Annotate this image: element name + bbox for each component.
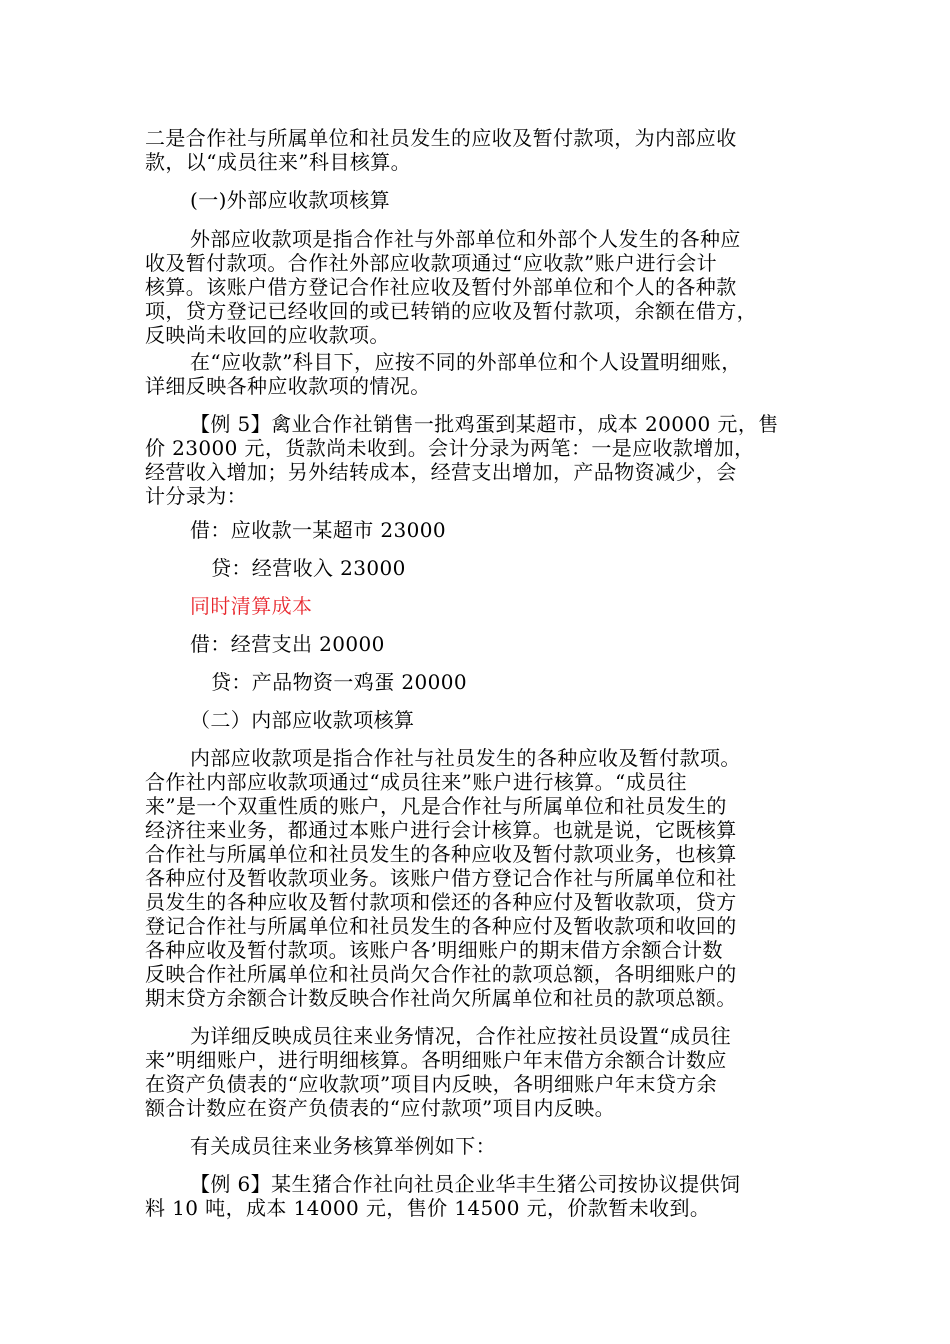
text-line: 二是合作社与所属单位和社员发生的应收及暂付款项，为内部应收 bbox=[145, 126, 737, 150]
journal-entry-debit: 借：应收款一某超市 23000 bbox=[190, 518, 446, 542]
text-line: 额合计数应在资产负债表的“应付款项”项目内反映。 bbox=[145, 1096, 616, 1120]
highlight-note: 同时清算成本 bbox=[190, 594, 313, 618]
text-line: 期末贷方余额合计数反映合作社尚欠所属单位和社员的款项总额。 bbox=[145, 986, 737, 1010]
text-line: 经济往来业务，都通过本账户进行会计核算。也就是说，它既核算 bbox=[145, 818, 737, 842]
text-line: 各种应收及暂付款项。该账户各’明细账户的期末借方余额合计数 bbox=[145, 938, 723, 962]
journal-entry-credit: 贷：产品物资一鸡蛋 20000 bbox=[211, 670, 467, 694]
section-heading: （二）内部应收款项核算 bbox=[190, 708, 415, 732]
text-line: 款，以“成员往来”科目核算。 bbox=[145, 150, 412, 174]
text-line: 各种应付及暂收款项业务。该账户借方登记合作社与所属单位和社 bbox=[145, 866, 737, 890]
text-line: 员发生的各种应收及暂付款项和偿还的各种应付及暂收款项，贷方 bbox=[145, 890, 737, 914]
text-line: 在“应收款”科目下，应按不同的外部单位和个人设置明细账， bbox=[190, 350, 742, 374]
text-line: 核算。该账户借方登记合作社应收及暂付外部单位和个人的各种款 bbox=[145, 275, 737, 299]
text-line: 经营收入增加；另外结转成本，经营支出增加，产品物资减少，会 bbox=[145, 460, 737, 484]
text-line: 合作社内部应收款项通过“成员往来”账户进行核算。“成员往 bbox=[145, 770, 687, 794]
section-heading: (一)外部应收款项核算 bbox=[190, 188, 391, 212]
text-line: 登记合作社与所属单位和社员发生的各种应付及暂收款项和收回的 bbox=[145, 914, 737, 938]
text-line: 来”明细账户，进行明细核算。各明细账户年末借方余额合计数应 bbox=[145, 1048, 727, 1072]
example-line: 【例 5】禽业合作社销售一批鸡蛋到某超市，成本 20000 元，售 bbox=[190, 412, 779, 436]
text-line: 在资产负债表的“应收款项”项目内反映，各明细账户年末贷方余 bbox=[145, 1072, 718, 1096]
text-line: 内部应收款项是指合作社与社员发生的各种应收及暂付款项。 bbox=[190, 746, 741, 770]
text-line: 合作社与所属单位和社员发生的各种应收及暂付款项业务，也核算 bbox=[145, 842, 737, 866]
text-line: 外部应收款项是指合作社与外部单位和外部个人发生的各种应 bbox=[190, 227, 741, 251]
example-line: 【例 6】某生猪合作社向社员企业华丰生猪公司按协议提供饲 bbox=[190, 1172, 741, 1196]
journal-entry-debit: 借：经营支出 20000 bbox=[190, 632, 385, 656]
text-line: 反映尚未收回的应收款项。 bbox=[145, 323, 390, 347]
text-line: 项，贷方登记已经收回的或已转销的应收及暂付款项，余额在借方， bbox=[145, 299, 757, 323]
text-line: 收及暂付款项。合作社外部应收款项通过“应收款”账户进行会计 bbox=[145, 251, 718, 275]
text-line: 料 10 吨，成本 14000 元，售价 14500 元，价款暂未收到。 bbox=[145, 1196, 711, 1220]
text-line: 价 23000 元，货款尚未收到。会计分录为两笔：一是应收款增加， bbox=[145, 436, 755, 460]
text-line: 计分录为： bbox=[145, 484, 247, 508]
text-line: 详细反映各种应收款项的情况。 bbox=[145, 374, 431, 398]
text-line: 有关成员往来业务核算举例如下： bbox=[190, 1134, 496, 1158]
text-line: 为详细反映成员往来业务情况，合作社应按社员设置“成员往 bbox=[190, 1024, 732, 1048]
text-line: 反映合作社所属单位和社员尚欠合作社的款项总额，各明细账户的 bbox=[145, 962, 737, 986]
journal-entry-credit: 贷：经营收入 23000 bbox=[211, 556, 406, 580]
text-line: 来”是一个双重性质的账户，凡是合作社与所属单位和社员发生的 bbox=[145, 794, 727, 818]
